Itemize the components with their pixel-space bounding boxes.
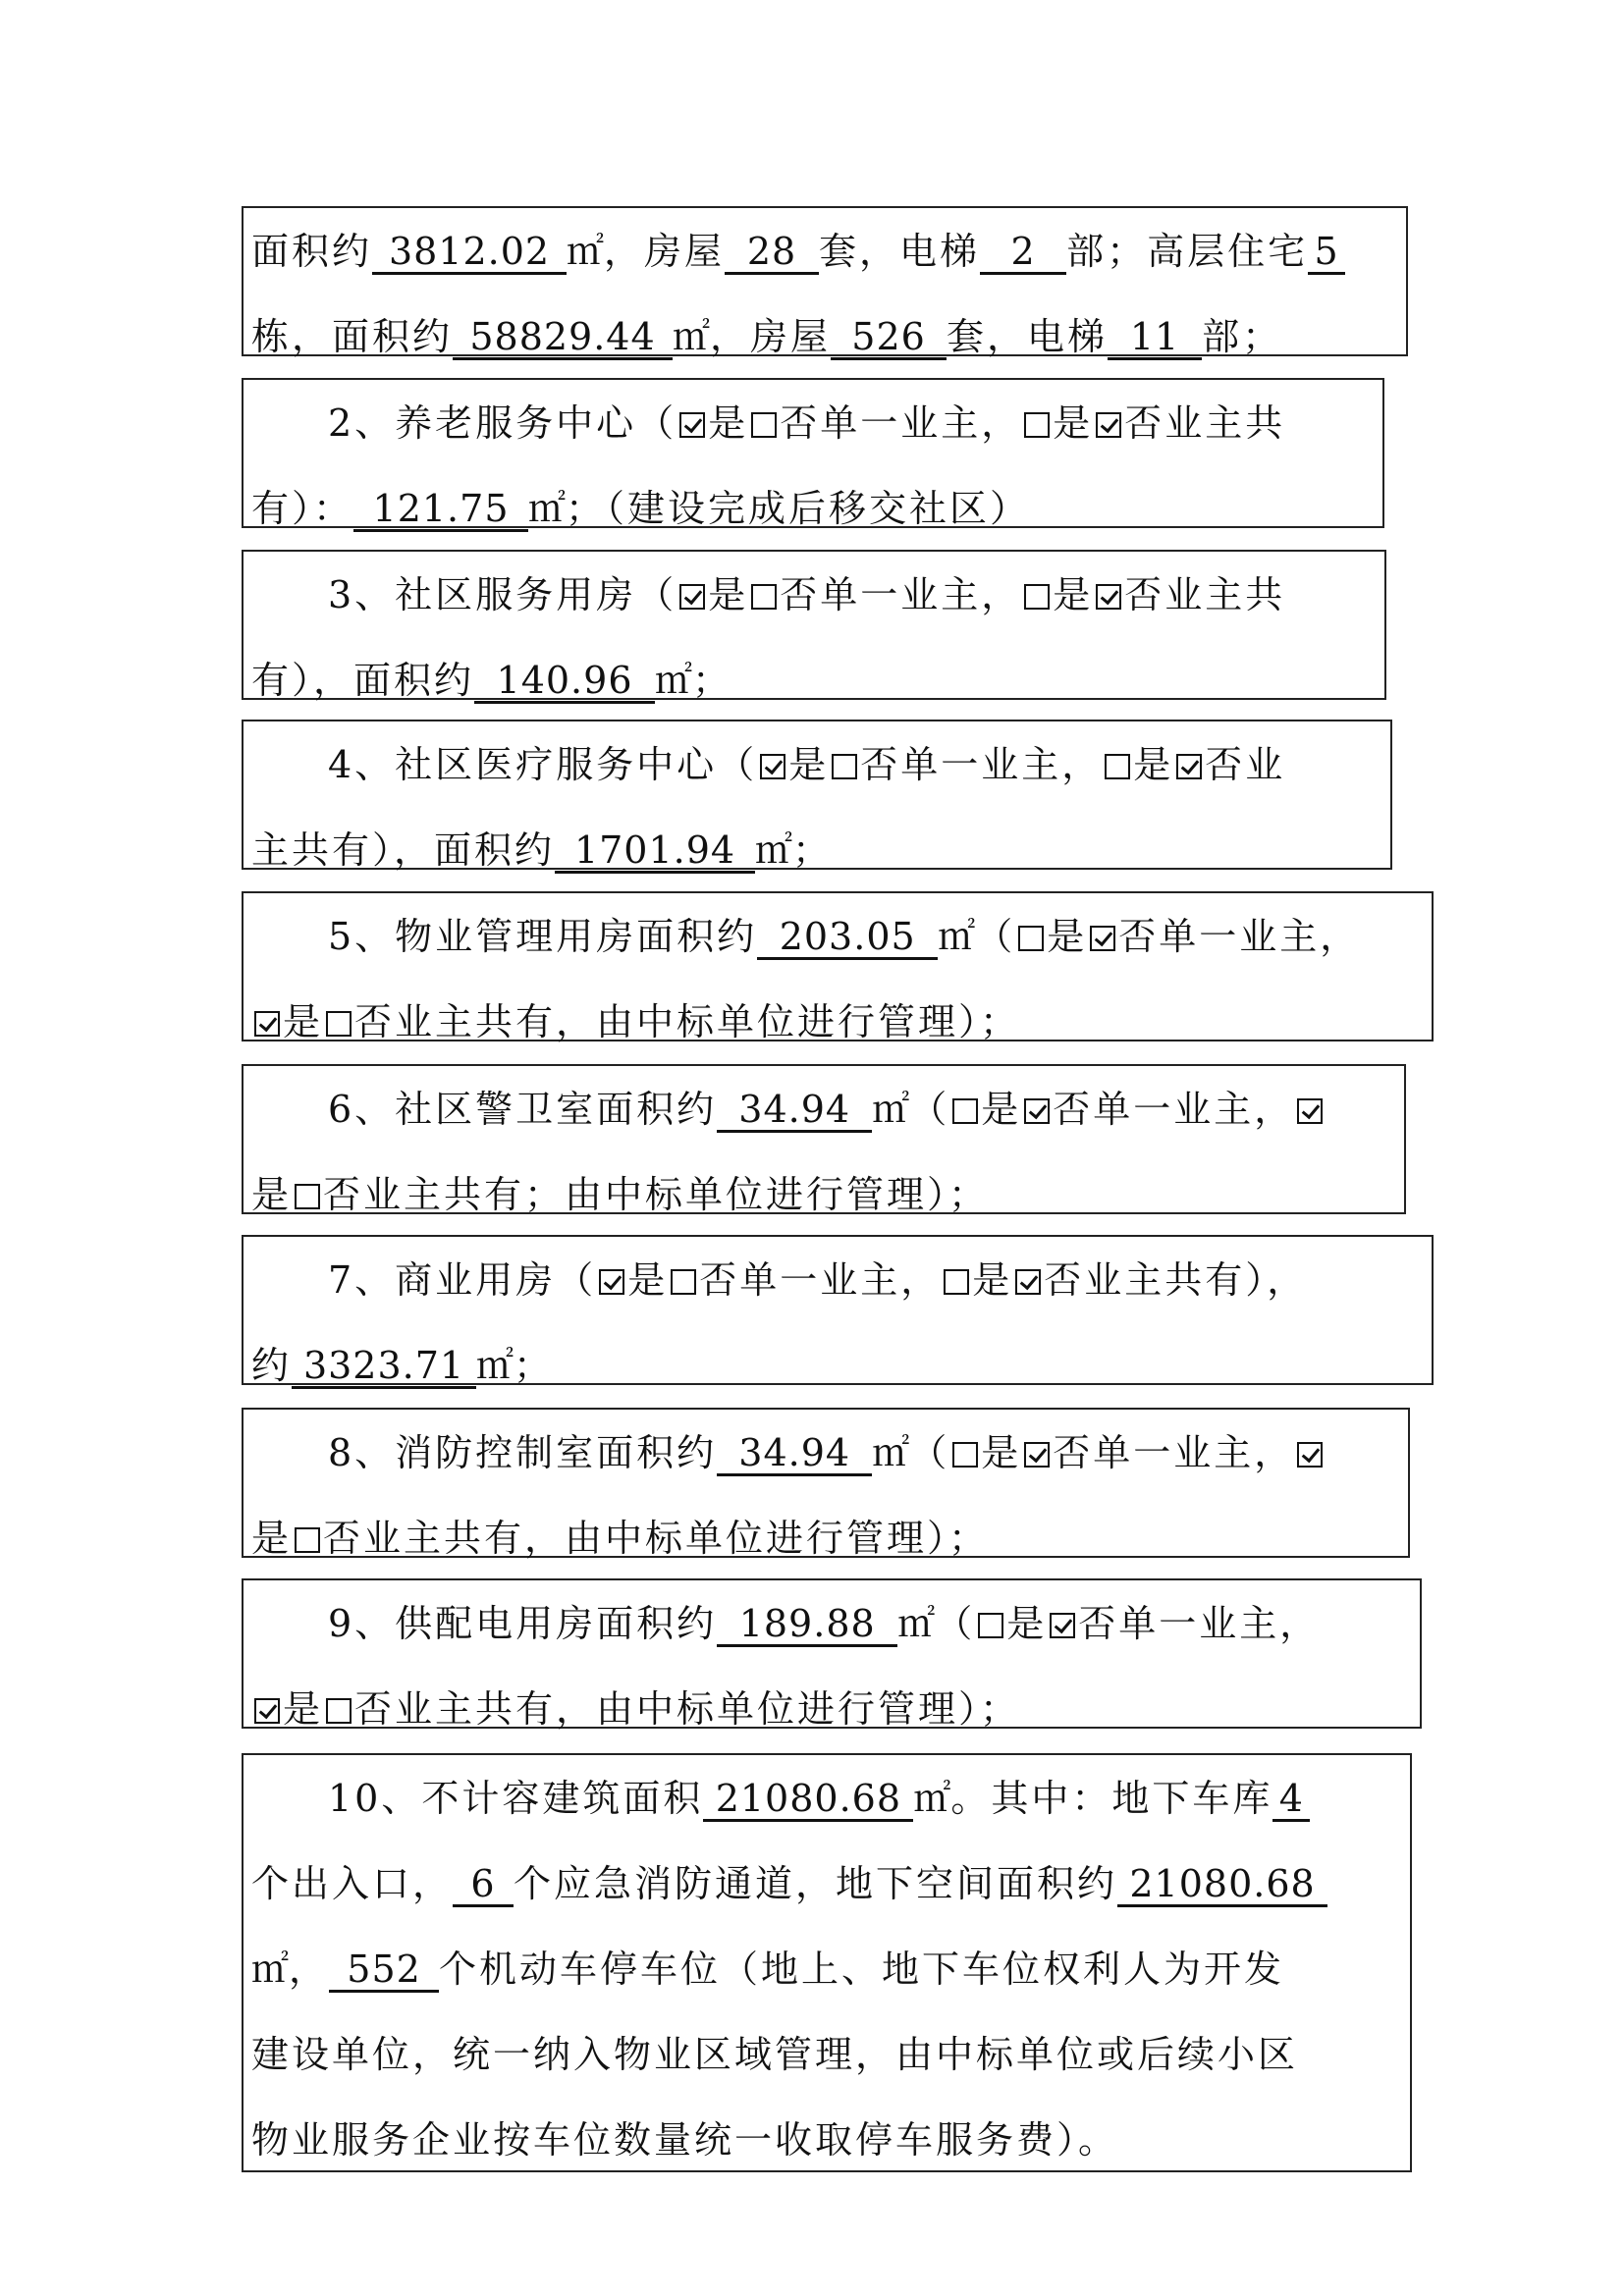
unchecked-box-icon [944,1269,969,1295]
clause-box-1 [242,206,1408,356]
clause-text: 。其中：地下车库 [950,1777,1273,1820]
clause-text: 否单一业主， [699,1258,942,1302]
checked-box-icon [1297,1098,1323,1124]
square-meter-unit: ㎡ [913,1777,951,1820]
clause-text: 否业主共 [1124,401,1286,445]
clause-box-3 [242,550,1386,700]
checked-box-icon [1096,584,1121,610]
checked-box-icon [1015,1269,1041,1295]
unchecked-box-icon [832,754,857,779]
checked-box-icon [1050,1613,1075,1638]
unchecked-box-icon [326,1698,352,1724]
checked-box-icon [760,754,785,779]
clause-text: 否业主共有；由中标单位进行管理）； [323,1173,990,1216]
clause-line [251,2112,1400,2198]
clause-line [251,909,1422,994]
unchecked-box-icon [671,1269,696,1295]
clause-text: 3、社区服务用房（ [328,573,677,616]
filled-value: 34.94 [717,1089,872,1133]
checked-box-icon [1176,754,1202,779]
square-meter-unit: ㎡ [938,915,976,958]
clause-box-9 [242,1578,1422,1729]
clause-text: 2、养老服务中心（ [328,401,677,445]
clause-text: 套，电梯 [947,315,1109,358]
clause-text: ， [289,1948,330,1991]
unchecked-box-icon [295,1527,320,1553]
filled-value: 526 [831,316,947,360]
square-meter-unit: ㎡ [476,1344,514,1387]
unchecked-box-icon [952,1442,978,1468]
clause-line [251,1942,1400,2027]
clause-text: 个机动车停车位（地上、地下车位权利人为开发 [439,1948,1285,1991]
clause-line [251,1596,1410,1682]
clause-text: （ [935,1602,976,1645]
clause-text: 是 [981,1431,1022,1474]
clause-text: 是 [251,1173,293,1216]
clause-line [251,567,1375,653]
unchecked-box-icon [1105,754,1130,779]
unchecked-box-icon [1024,412,1050,438]
clause-text: 否业主共有）， [1044,1258,1308,1302]
checked-box-icon [599,1269,624,1295]
clause-text: 10、不计容建筑面积 [328,1777,704,1820]
clause-text: ； [792,828,834,872]
clause-text: 有），面积约 [251,659,475,702]
clause-text: （ [975,915,1016,958]
clause-text: 否业主共有，由中标单位进行管理）； [354,1687,1021,1731]
checked-box-icon [254,1011,280,1037]
clause-text: 否单一业主， [1053,1088,1295,1131]
clause-text: 否单一业主， [780,401,1022,445]
clause-text: 6、社区警卫室面积约 [328,1088,718,1131]
clause-text: 否单一业主， [780,573,1022,616]
clause-text: 否业主共 [1124,573,1286,616]
clause-text: 个出入口， [251,1862,454,1905]
checked-box-icon [1090,926,1115,951]
filled-value: 121.75 [353,488,528,532]
clause-text: 部；高层住宅 [1066,230,1309,273]
filled-value: 3323.71 [292,1345,476,1389]
clause-text: 是 [1133,743,1174,786]
clause-text: 是 [788,743,830,786]
clause-text: 否单一业主， [1118,915,1361,958]
unchecked-box-icon [751,584,777,610]
square-meter-unit: ㎡ [872,1431,910,1474]
clause-text: ，房屋 [604,230,726,273]
filled-value: 11 [1108,316,1202,360]
clause-line [251,1771,1400,1856]
clause-text: （ [909,1431,950,1474]
clause-text: 栋，面积约 [251,315,454,358]
clause-text: 个应急消防通道，地下空间面积约 [514,1862,1118,1905]
clause-text: （ [909,1088,950,1131]
clause-text: 主共有），面积约 [251,828,556,872]
clause-text: 是 [627,1258,669,1302]
checked-box-icon [1024,1442,1050,1468]
clause-box-8 [242,1408,1410,1558]
clause-text: 部； [1202,315,1283,358]
checked-box-icon [679,412,705,438]
unchecked-box-icon [1024,584,1050,610]
clause-line [251,1425,1398,1511]
clause-text: 是 [283,1000,324,1043]
clause-line [251,396,1373,481]
filled-value: 21080.68 [1117,1863,1327,1907]
square-meter-unit: ㎡ [567,230,605,273]
clause-text: 是 [251,1517,293,1560]
clause-text: 9、供配电用房面积约 [328,1602,718,1645]
clause-text: 是 [1053,573,1094,616]
clause-box-5 [242,891,1434,1041]
filled-value: 6 [453,1863,514,1907]
clause-text: 8、消防控制室面积约 [328,1431,718,1474]
checked-box-icon [679,584,705,610]
square-meter-unit: ㎡ [673,315,711,358]
clause-line [251,1253,1422,1338]
filled-value: 552 [329,1949,439,1993]
clause-line [251,1856,1400,1942]
clause-text: 否单一业主， [860,743,1103,786]
unchecked-box-icon [952,1098,978,1124]
clause-text: 套，电梯 [819,230,981,273]
square-meter-unit: ㎡ [528,487,567,530]
clause-line [251,737,1380,823]
checked-box-icon [1297,1442,1323,1468]
clause-box-2 [242,378,1384,528]
square-meter-unit: ㎡ [897,1602,936,1645]
clause-text: ； [692,659,733,702]
filled-value: 3812.02 [372,231,567,275]
square-meter-unit: ㎡ [755,828,793,872]
filled-value: 58829.44 [453,316,673,360]
clause-line [251,1082,1394,1167]
clause-text: ； [514,1344,555,1387]
clause-text: 是 [972,1258,1013,1302]
clause-text: 建设单位，统一纳入物业区域管理，由中标单位或后续小区 [251,2033,1299,2076]
clause-text: 否业主共有，由中标单位进行管理）； [354,1000,1021,1043]
clause-text: 否业 [1205,743,1286,786]
unchecked-box-icon [1018,926,1044,951]
clause-text: 有）： [251,487,354,530]
clause-text: 否单一业主， [1078,1602,1321,1645]
filled-value: 34.94 [717,1432,872,1476]
clause-text: ；（建设完成后移交社区） [566,487,1031,530]
square-meter-unit: ㎡ [251,1948,290,1991]
filled-value: 4 [1272,1778,1310,1822]
clause-text: 4、社区医疗服务中心（ [328,743,758,786]
unchecked-box-icon [326,1011,352,1037]
checked-box-icon [1096,412,1121,438]
square-meter-unit: ㎡ [655,659,693,702]
clause-text: 5、物业管理用房面积约 [328,915,758,958]
clause-text: 物业服务企业按车位数量统一收取停车服务费）。 [251,2118,1119,2162]
filled-value: 203.05 [757,916,938,960]
clause-text: 面积约 [251,230,373,273]
filled-value: 189.88 [717,1603,897,1647]
square-meter-unit: ㎡ [872,1088,910,1131]
checked-box-icon [1024,1098,1050,1124]
clause-line [251,2027,1400,2112]
unchecked-box-icon [295,1184,320,1209]
clause-text: 否业主共有，由中标单位进行管理）； [323,1517,990,1560]
clause-line [251,224,1396,309]
clause-text: 是 [1047,915,1088,958]
unchecked-box-icon [978,1613,1003,1638]
clause-box-7 [242,1235,1434,1385]
clause-text: 是 [708,401,749,445]
clause-text: 是 [708,573,749,616]
clause-text: 是 [283,1687,324,1731]
filled-value: 5 [1308,231,1345,275]
filled-value: 28 [725,231,819,275]
clause-box-6 [242,1064,1406,1214]
unchecked-box-icon [751,412,777,438]
filled-value: 21080.68 [703,1778,913,1822]
filled-value: 140.96 [474,660,655,704]
clause-box-4 [242,720,1392,870]
clause-text: 否单一业主， [1053,1431,1295,1474]
clause-text: ，房屋 [710,315,832,358]
filled-value: 1701.94 [555,829,755,874]
checked-box-icon [254,1698,280,1724]
clause-text: 7、商业用房（ [328,1258,597,1302]
clause-text: 约 [251,1344,293,1387]
clause-text: 是 [981,1088,1022,1131]
clause-box-10 [242,1753,1412,2172]
clause-text: 是 [1006,1602,1048,1645]
clause-text: 是 [1053,401,1094,445]
filled-value: 2 [980,231,1066,275]
